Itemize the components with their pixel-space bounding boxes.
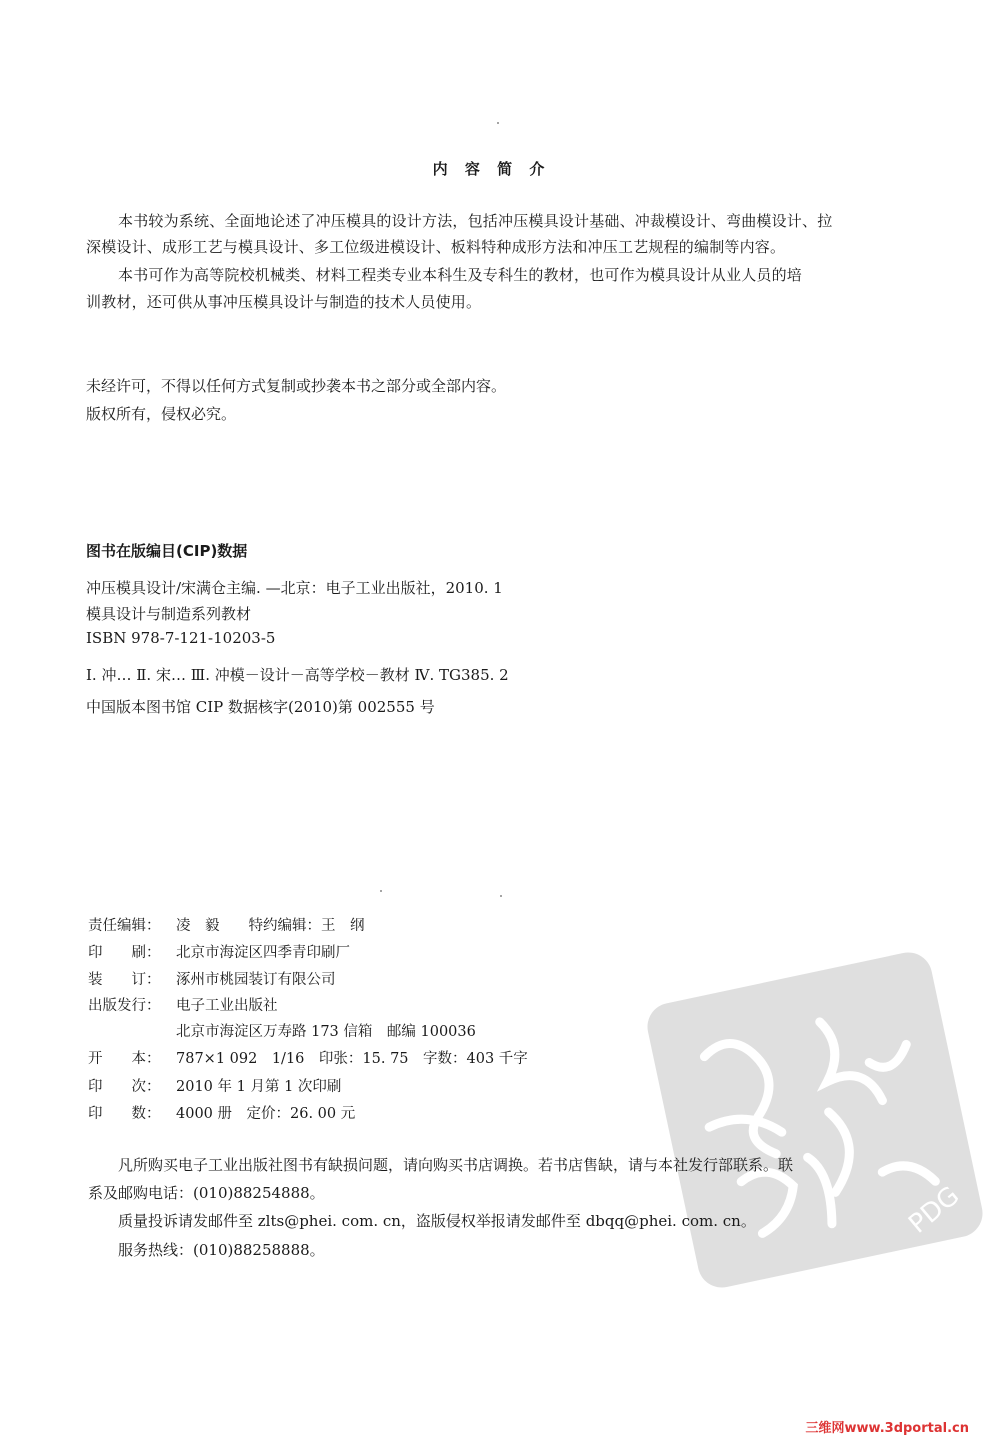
imprint-label: 印 次： xyxy=(88,1079,161,1095)
cip-heading: 图书在版编目(CIP)数据 xyxy=(86,542,248,560)
notice-line4: 服务热线：(010)88258888。 xyxy=(118,1241,325,1259)
imprint-value: 2010 年 1 月第 1 次印刷 xyxy=(176,1079,342,1095)
imprint-value: 北京市海淀区四季青印刷厂 xyxy=(176,945,350,961)
imprint-row xyxy=(88,1075,341,1096)
imprint-row xyxy=(88,914,365,935)
scan-speck xyxy=(380,890,382,892)
cip-line5: 中国版本图书馆 CIP 数据核字(2010)第 002555 号 xyxy=(86,698,435,716)
copyright-line2: 版权所有，侵权必究。 xyxy=(86,405,237,423)
imprint-row xyxy=(88,1020,476,1041)
cip-line3: ISBN 978-7-121-10203-5 xyxy=(86,629,276,647)
imprint-row xyxy=(88,941,350,962)
imprint-value: 787×1 092 1/16 印张：15. 75 字数：403 千字 xyxy=(176,1051,528,1067)
summary-heading: 内 容 简 介 xyxy=(432,160,551,178)
notice-line3: 质量投诉请发邮件至 zlts@phei. com. cn，盗版侵权举报请发邮件至 dbqq@phei. com. cn。 xyxy=(118,1212,756,1230)
copyright-line1: 未经许可，不得以任何方式复制或抄袭本书之部分或全部内容。 xyxy=(86,377,507,395)
notice-line1: 凡所购买电子工业出版社图书有缺损问题，请向购买书店调换。若书店售缺，请与本社发行部联系。联 xyxy=(118,1156,794,1174)
imprint-value: 涿州市桃园装订有限公司 xyxy=(176,972,336,988)
scan-speck xyxy=(497,122,499,124)
imprint-label: 印 刷： xyxy=(88,945,161,961)
summary-p1-line2: 深模设计、成形工艺与模具设计、多工位级进模设计、板料特种成形方法和冲压工艺规程的编制等内容。 xyxy=(86,238,786,256)
scan-speck xyxy=(500,895,502,897)
summary-p2-line2: 训教材，还可供从事冲压模具设计与制造的技术人员使用。 xyxy=(86,293,482,311)
cip-line1: 冲压模具设计/宋满仓主编. —北京：电子工业出版社，2010. 1 xyxy=(86,579,503,597)
imprint-value: 电子工业出版社 xyxy=(176,998,278,1014)
summary-p1-line1: 本书较为系统、全面地论述了冲压模具的设计方法，包括冲压模具设计基础、冲裁模设计、弯曲模设计、拉 xyxy=(118,212,833,230)
imprint-row xyxy=(88,994,278,1015)
imprint-value: 4000 册 定价：26. 00 元 xyxy=(176,1106,356,1122)
summary-p2-line1: 本书可作为高等院校机械类、材料工程类专业本科生及专科生的教材，也可作为模具设计从业人员的培 xyxy=(118,266,803,284)
imprint-label: 出版发行： xyxy=(88,998,161,1014)
cip-line4: Ⅰ. 冲… Ⅱ. 宋… Ⅲ. 冲模－设计－高等学校－教材 Ⅳ. TG385. 2 xyxy=(86,666,509,684)
imprint-label: 印 数： xyxy=(88,1106,161,1122)
imprint-label: 责任编辑： xyxy=(88,918,161,934)
imprint-row xyxy=(88,968,336,989)
cip-line2: 模具设计与制造系列教材 xyxy=(86,605,252,623)
imprint-value: 凌 毅 特约编辑：王 纲 xyxy=(176,918,365,934)
imprint-row xyxy=(88,1047,528,1068)
notice-line2: 系及邮购电话：(010)88254888。 xyxy=(88,1184,325,1202)
imprint-label: 开 本： xyxy=(88,1051,161,1067)
imprint-row xyxy=(88,1102,355,1123)
stamp-label: PDG xyxy=(903,1180,966,1240)
seal-stamp xyxy=(619,924,983,1315)
imprint-label: 装 订： xyxy=(88,972,161,988)
footer-watermark: 三维网www.3dportal.cn xyxy=(805,1421,969,1436)
imprint-value: 北京市海淀区万寿路 173 信箱 邮编 100036 xyxy=(176,1024,476,1040)
